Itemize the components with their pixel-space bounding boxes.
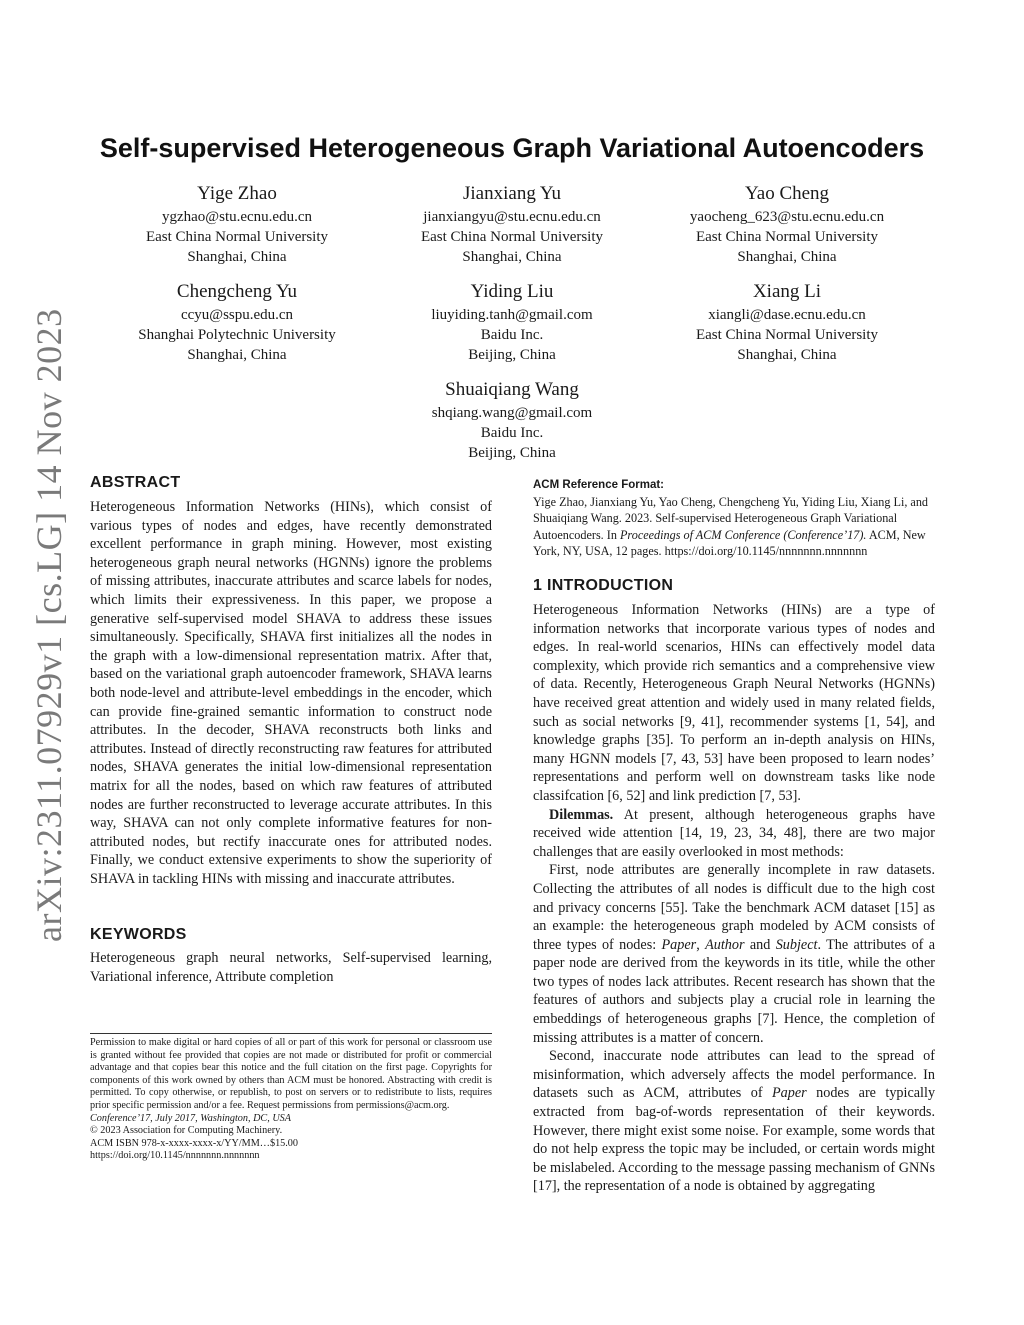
intro-paragraph-2 bbox=[533, 806, 935, 862]
intro-p4-start: Second, inaccurate node attributes can lead to the spread of misinformation, which adversely affects the model performance. In datasets such as ACM, attributes of bbox=[533, 1048, 935, 1102]
abstract-paragraph: Heterogeneous Information Networks (HINs), which consist of various types of nodes and edges, have recently demonstrated excellent performance in graph mining. However, most existing heterogeneous graph neural networks (HGNNs) ignore the problems of missing attributes, inaccurate attributes and scarce labels for nodes, which limits their expressiveness. In this paper, we propose a generative self-supervised model SHAVA to address these issues simultaneously. Specifically, SHAVA first initializes all the nodes in the graph with a low-dimensional representation matrix. After that, based on the variational graph autoencoder framework, SHAVA learns both node-level and attribute-level embeddings in the encoder, which can provide fine-grained semantic information to construct node attributes. In the decoder, SHAVA reconstructs both links and attributes. Instead of directly reconstructing raw features for attributed nodes, SHAVA generates the initial low-dimensional representation matrix for all the nodes, based on which raw features of attributed nodes are further reconstructed to leverage accurate attributes. In this way, SHAVA can not only complete informative features for non-attributed nodes, but rectify inaccurate ones for attributed nodes. Finally, we conduct extensive experiments to show the superiority of SHAVA in tackling HINs with missing and inaccurate attributes. bbox=[90, 499, 492, 887]
conference-line: Conference’17, July 2017, Washington, DC, USA bbox=[90, 1112, 291, 1124]
introduction-text bbox=[533, 601, 935, 1196]
acm-reference-format bbox=[533, 477, 953, 560]
permission-notice: Permission to make digital or hard copies of all or part of this work for personal or classroom use is granted without fee provided that copies are not made or distributed for profit or commercial advantage and that copies bear this notice and the full citation on the first page. Copyrights for components of this work owned by others than ACM must be honored. Abstracting with credit is permitted. To copy otherwise, or republish, to post on servers or to redistribute to lists, requires prior specific permission and/or a fee. Request permissions from permissions@acm.org. bbox=[90, 1037, 492, 1111]
author-block bbox=[637, 182, 937, 267]
author-block bbox=[362, 280, 662, 365]
abstract-text bbox=[90, 498, 492, 888]
keywords-text bbox=[90, 949, 492, 986]
author-email: jianxiangyu@stu.ecnu.edu.cn bbox=[423, 209, 601, 225]
author-affiliation: East China Normal University bbox=[695, 327, 879, 343]
author-email: yaocheng_623@stu.ecnu.edu.cn bbox=[689, 209, 885, 225]
introduction-heading: 1 INTRODUCTION bbox=[533, 577, 674, 594]
author-block bbox=[637, 280, 937, 365]
dilemmas-lead: Dilemmas. bbox=[549, 806, 614, 823]
author-block bbox=[87, 280, 387, 365]
author-affiliation: East China Normal University bbox=[145, 229, 329, 245]
copyright-line: © 2023 Association for Computing Machinery. bbox=[90, 1125, 283, 1137]
author-location: Shanghai, China bbox=[187, 347, 287, 363]
arxiv-identifier: arXiv:2311.07929v1 [cs.LG] 14 Nov 2023 bbox=[29, 308, 69, 942]
intro-p4-end: nodes are typically extracted from bag-of-words representation of their keywords. However, there might exist some noise. For example, some words that do not help express the topic may be included, or certain words might be mislabeled. According to the message passing mechanism of GNNs [17], the representation of a node is obtained by aggregating bbox=[533, 1085, 936, 1195]
author-name: Xiang Li bbox=[752, 281, 822, 302]
author-email: xiangli@dase.ecnu.edu.cn bbox=[708, 307, 866, 323]
isbn-line: ACM ISBN 978-x-xxxx-xxxx-x/YY/MM…$15.00 bbox=[90, 1137, 298, 1149]
author-affiliation: East China Normal University bbox=[695, 229, 879, 245]
intro-paragraph-4 bbox=[533, 1047, 935, 1196]
doi-link[interactable]: https://doi.org/10.1145/nnnnnnn.nnnnnnn bbox=[90, 1150, 260, 1162]
author-block bbox=[87, 182, 387, 267]
footnote-divider bbox=[90, 1033, 492, 1034]
author-name: Jianxiang Yu bbox=[463, 183, 561, 204]
author-email: ccyu@sspu.edu.cn bbox=[180, 307, 294, 323]
author-affiliation: East China Normal University bbox=[420, 229, 604, 245]
intro-paragraph-3: First, node attributes are generally incomplete in raw datasets. Collecting the attributes of all nodes is difficult due to the high cost and privacy concerns [55]. Take the benchmark ACM dataset [15] as an example: the heterogeneous graph modeled by ACM consists of three types of nodes: Paper, Author and Subject. The attributes of a paper node are derived from the keywords in its title, while the other two types of nodes lack attributes. Recent research has shown that the features of authors and subjects play a crucial role in learning the embeddings of heterogeneous graphs [7]. Hence, the completion of missing attributes is a matter of concern. bbox=[533, 862, 936, 1046]
acm-reference-text bbox=[533, 494, 953, 560]
author-affiliation: Baidu Inc. bbox=[480, 327, 544, 343]
node-type-author: Author bbox=[705, 936, 745, 953]
conjunction: and bbox=[749, 936, 771, 953]
author-affiliation: Baidu Inc. bbox=[480, 425, 544, 441]
abstract-heading: ABSTRACT bbox=[90, 474, 181, 491]
node-type-paper: Paper bbox=[661, 936, 697, 953]
author-block bbox=[362, 378, 662, 463]
intro-p3-start: First, node attributes are generally incomplete in raw datasets. Collecting the attributes of all nodes is difficult due to the high cost and privacy concerns [55]. Take the benchmark ACM dataset [15] as an example: the heterogeneous graph modeled by ACM consists of three types of nodes: bbox=[533, 862, 935, 953]
keywords-paragraph: Heterogeneous graph neural networks, Self-supervised learning, Variational inference, Attribute completion bbox=[90, 950, 492, 985]
author-location: Beijing, China bbox=[468, 445, 556, 461]
author-location: Shanghai, China bbox=[462, 249, 562, 265]
acm-reference-authors: Yige Zhao, Jianxiang Yu, Yao Cheng, Chengcheng Yu, Yiding Liu, Xiang Li, and Shuaiqiang Wang. 2023. Self-supervised Heterogeneous Graph Variational Autoencoders. In bbox=[533, 494, 929, 542]
author-location: Beijing, China bbox=[468, 347, 556, 363]
acm-reference-tail: ACM, New York, NY, USA, 12 pages. https://doi.org/10.1145/nnnnnnn.nnnnnnn bbox=[533, 527, 926, 558]
dilemmas-text: At present, although heterogeneous graphs have received wide attention [14, 19, 23, 34, 48], there are two major challenges that are easily overlooked in most methods: bbox=[533, 806, 935, 860]
author-affiliation: Shanghai Polytechnic University bbox=[138, 327, 336, 343]
node-type-subject: Subject bbox=[775, 936, 818, 953]
author-email: ygzhao@stu.ecnu.edu.cn bbox=[161, 209, 312, 225]
node-type-paper: Paper bbox=[772, 1085, 807, 1102]
author-location: Shanghai, China bbox=[737, 347, 837, 363]
paper-title: Self-supervised Heterogeneous Graph Variational Autoencoders bbox=[99, 133, 925, 163]
author-email: liuyiding.tanh@gmail.com bbox=[431, 307, 593, 323]
intro-p3-end: The attributes of a paper node are derived from the keywords in its title, while the other two types of nodes lack attributes. Recent research has shown that the features of authors and subjects play a crucial role in learning the embeddings of heterogeneous graphs [7]. Hence, the completion of missing attributes is a matter of concern. bbox=[533, 936, 936, 1046]
author-name: Chengcheng Yu bbox=[176, 281, 298, 302]
author-block bbox=[362, 182, 662, 267]
author-name: Yiding Liu bbox=[470, 281, 554, 302]
author-email: shqiang.wang@gmail.com bbox=[431, 405, 593, 421]
author-location: Shanghai, China bbox=[187, 249, 287, 265]
author-name: Yao Cheng bbox=[744, 183, 830, 204]
author-name: Shuaiqiang Wang bbox=[445, 379, 579, 400]
intro-paragraph-1: Heterogeneous Information Networks (HINs) are a type of information networks that incorporate various types of nodes and edges. In real-world scenarios, HINs can effectively model data complexity, which provide rich semantics and a comprehensive view of data. Recently, Heterogeneous Graph Neural Networks (HGNNs) have received great attention and widely used in many related fields, such as social networks [9, 41], recommender systems [1, 54], and knowledge graphs [35]. To perform an in-depth analysis on HINs, many HGNN models [7, 43, 53] have been proposed to learn nodes’ representations and perform well on downstream tasks like node classifcation [6, 52] and link prediction [7, 53]. bbox=[533, 602, 935, 804]
acm-reference-heading: ACM Reference Format: bbox=[533, 479, 664, 491]
copyright-footnote bbox=[90, 1037, 492, 1163]
keywords-heading: KEYWORDS bbox=[90, 926, 187, 943]
author-name: Yige Zhao bbox=[197, 183, 277, 204]
author-location: Shanghai, China bbox=[737, 249, 837, 265]
acm-reference-proceedings: Proceedings of ACM Conference (Conference’17). bbox=[619, 527, 867, 542]
